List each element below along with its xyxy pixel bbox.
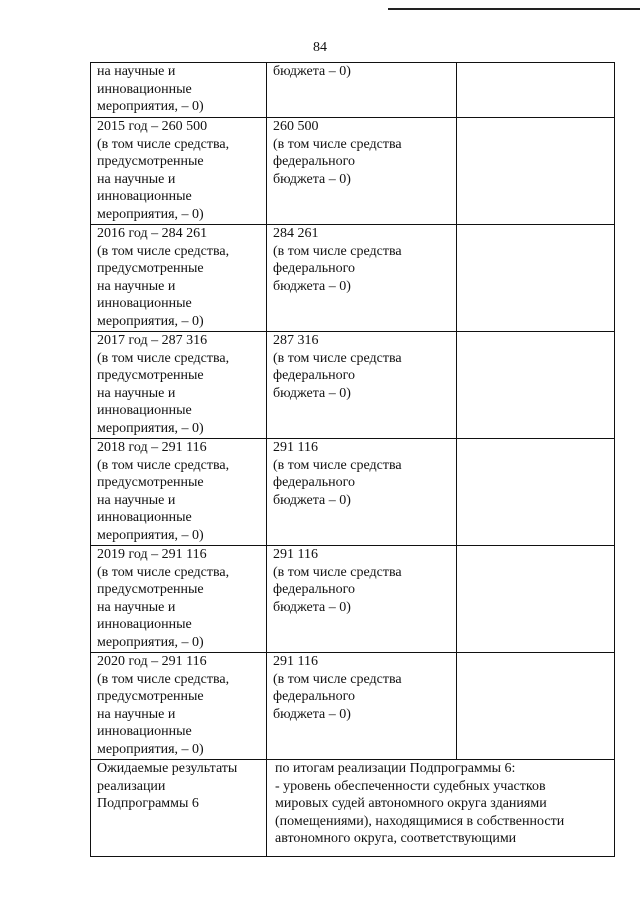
funding-cell: 2018 год – 291 116 (в том числе средства, предусмотренные на научные и инновационные мероприятия, – 0): [91, 439, 267, 546]
table-row-2015: [91, 118, 615, 225]
federal-cell: бюджета – 0): [267, 63, 457, 118]
funding-table: [90, 62, 615, 857]
federal-cell: 284 261 (в том числе средства федерального бюджета – 0): [267, 225, 457, 332]
table-row-2019: [91, 546, 615, 653]
funding-cell: 2017 год – 287 316 (в том числе средства, предусмотренные на научные и инновационные мероприятия, – 0): [91, 332, 267, 439]
table-row-2016: [91, 225, 615, 332]
funding-cell: 2016 год – 284 261 (в том числе средства, предусмотренные на научные и инновационные мероприятия, – 0): [91, 225, 267, 332]
funding-cell: 2020 год – 291 116 (в том числе средства, предусмотренные на научные и инновационные мероприятия, – 0): [91, 653, 267, 760]
empty-cell: [457, 225, 615, 332]
funding-cell: 2015 год – 260 500 (в том числе средства, предусмотренные на научные и инновационные мероприятия, – 0): [91, 118, 267, 225]
empty-cell: [457, 653, 615, 760]
table-row-2020: [91, 653, 615, 760]
federal-cell: 260 500 (в том числе средства федерального бюджета – 0): [267, 118, 457, 225]
funding-cell: на научные и инновационные мероприятия, – 0): [91, 63, 267, 118]
federal-cell: 291 116 (в том числе средства федерального бюджета – 0): [267, 546, 457, 653]
empty-cell: [457, 439, 615, 546]
empty-cell: [457, 118, 615, 225]
table-row-continuation: [91, 63, 615, 118]
empty-cell: [457, 332, 615, 439]
expected-results-text: по итогам реализации Подпрограммы 6: - уровень обеспеченности судебных участков мировых судей автономного округа зданиями (помещениями), находящимися в собственности автономного округа, соответствующими: [267, 760, 615, 857]
empty-cell: [457, 546, 615, 653]
table-row-expected-results: [91, 760, 615, 857]
table-row-2017: [91, 332, 615, 439]
federal-cell: 287 316 (в том числе средства федерального бюджета – 0): [267, 332, 457, 439]
page-number: 84: [313, 40, 327, 55]
federal-cell: 291 116 (в том числе средства федерального бюджета – 0): [267, 653, 457, 760]
funding-cell: 2019 год – 291 116 (в том числе средства, предусмотренные на научные и инновационные мероприятия, – 0): [91, 546, 267, 653]
federal-cell: 291 116 (в том числе средства федерального бюджета – 0): [267, 439, 457, 546]
empty-cell: [457, 63, 615, 118]
expected-results-label: Ожидаемые результаты реализации Подпрограммы 6: [91, 760, 267, 857]
top-border-line: [388, 8, 640, 10]
table-row-2018: [91, 439, 615, 546]
